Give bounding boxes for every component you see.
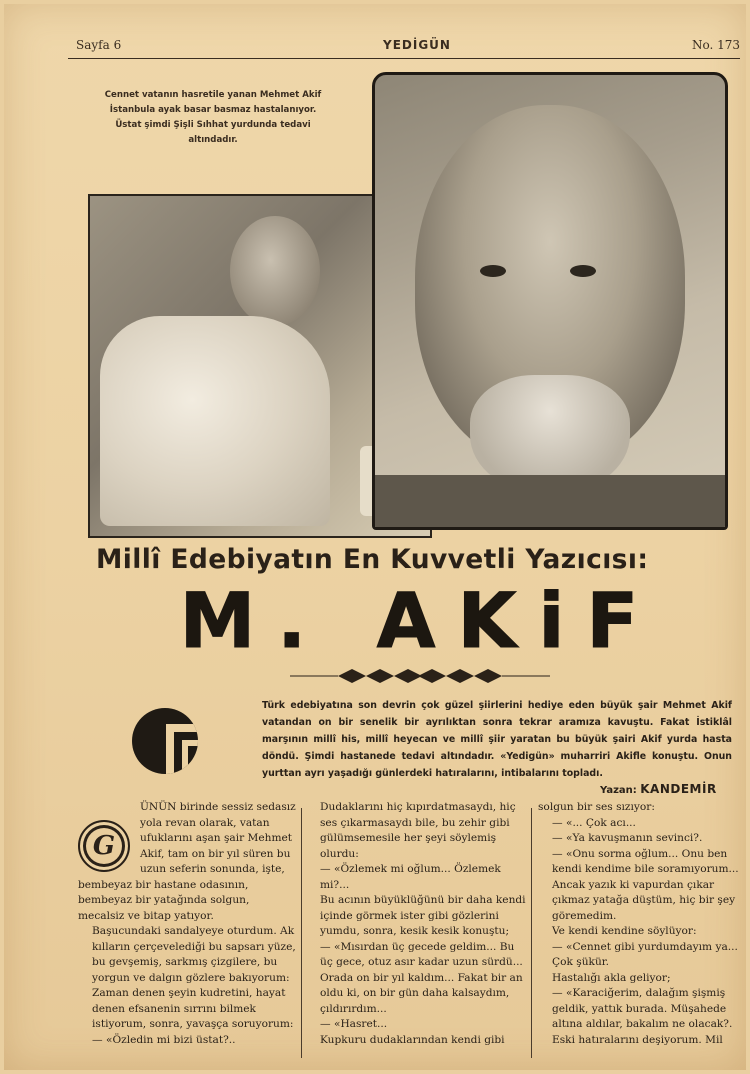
paragraph: Kupkuru dudaklarından kendi gibi — [320, 1033, 505, 1046]
article-intro: Türk edebiyatına son devrin çok güzel şiirlerini hediye eden büyük şair Mehmet Akif vatandan on bir senelik bir ayrılıktan sonra tekrar aramıza kavuştu. Fakat İstiklâl marşının millî his, millî heyecan ve millî şiir yaratan bu büyük şairi Akif yurda hasta döndü. Şimdi hastanede tedavi altındadır. «Yedigün» muharriri Akifle konuştu. Onun yurttan ayrı yaşadığı günlerdeki hatıralarını, intibalarını topladı. — [262, 700, 732, 779]
paragraph: Hastalığı akla geliyor; — [552, 971, 671, 984]
article-title-name: M. AKiF — [179, 576, 661, 665]
paragraph: ÜNÜN birinde sessiz sedasız yola revan olarak, vatan ufuklarını aşan şair Mehmet Akif, tam on bir yıl süren bu uzun seferin sonunda, işte, bembeyaz bir hastane odasının, bembeyaz bir yatağında solgun, mecalsiz ve bitap yatıyor. — [78, 801, 296, 922]
decorative-circle-emblem — [132, 708, 198, 774]
diamond-ornament-divider — [290, 666, 550, 686]
article-column-2 — [306, 800, 526, 1048]
paragraph: Başucundaki sandalyeye oturdum. Ak kılların çerçevelediği bu sapsarı yüze, bu gevşemiş, sarkmış çizgilere, bu yorgun ve dalgın gözlere bakıyorum: Zaman denen şeyin kudretini, hayat denen efsanenin sırrını bilmek istiyorum, sonra, yavaşça soruyorum: — [92, 925, 296, 1030]
paragraph: Bu acının büyüklüğünü bir daha kendi içinde görmek ister gibi gözlerini yumdu, sonra, kesik kesik konuştu; — [320, 894, 526, 937]
photo-figure-head — [230, 216, 320, 326]
photo-caption: Cennet vatanın hasretile yanan Mehmet Akif İstanbula ayak basar basmaz hastalanıyor. Üstat şimdi Şişli Sıhhat yurdunda tedavi altındadır. — [104, 90, 322, 145]
column-divider — [301, 808, 302, 1058]
paragraph: — «Cennet gibi yurdumdayım ya... Çok şükür. — [552, 940, 738, 968]
photo-figure-body — [100, 316, 330, 526]
paragraph: — «Hasret... — [320, 1018, 388, 1030]
article-column-1 — [78, 800, 296, 1048]
article-headline: Millî Edebiyatın En Kuvvetli Yazıcısı: — [96, 544, 649, 575]
paragraph: — «Özlemek mi oğlum... Özlemek mi?... — [320, 863, 501, 891]
header-rule — [68, 58, 740, 59]
paragraph: — «Karaciğerim, dalağım şişmiş geldik, yattık burada. Müşahede altına aldılar, bakalım ne olacak?. — [552, 987, 733, 1030]
byline-label: Yazan: — [600, 785, 637, 796]
dropcap-letter: G — [78, 820, 130, 872]
portrait-coat — [375, 475, 725, 530]
paragraph: solgun bir ses sızıyor: — [538, 801, 655, 813]
portrait-eye-left — [480, 265, 506, 277]
paragraph: — «Özledin mi bizi üstat?.. — [92, 1033, 236, 1046]
magazine-title: YEDİGÜN — [383, 38, 451, 52]
paragraph: — «Mısırdan üç gecede geldim... Bu üç gece, otuz asır kadar uzun sürdü... Orada on bir yıl kaldım... Fakat bir an oldu ki, on bir gün daha kalsaydım, çıldırırdım... — [320, 940, 523, 1015]
column-divider — [531, 808, 532, 1058]
paragraph: — «Ya kavuşmanın sevinci?. — [552, 832, 703, 844]
paragraph: — «... Çok acı... — [552, 816, 636, 829]
byline-author: KANDEMİR — [640, 782, 717, 796]
paragraph: Ve kendi kendine söylüyor: — [552, 925, 697, 937]
issue-number: No. 173 — [692, 38, 741, 52]
byline — [600, 782, 717, 796]
article-column-3 — [538, 800, 748, 1062]
paragraph: — «Onu sorma oğlum... Onu ben kendi kendime bile soramıyorum... Ancak yazık ki vapurdan çıkar çıkmaz yatağa düştüm, hiç bir şey göremedim. — [552, 847, 739, 922]
page-number: Sayfa 6 — [76, 38, 122, 52]
portrait-eye-right — [570, 265, 596, 277]
paragraph: Eski hatıralarını deşiyorum. Mil — [552, 1033, 723, 1046]
photo-akif-portrait — [372, 72, 728, 530]
paragraph: Dudaklarını hiç kıpırdatmasaydı, hiç ses çıkarmasaydı bile, bu zehir gibi gülümsemesile her şeyi söylemiş olurdu: — [320, 801, 516, 860]
